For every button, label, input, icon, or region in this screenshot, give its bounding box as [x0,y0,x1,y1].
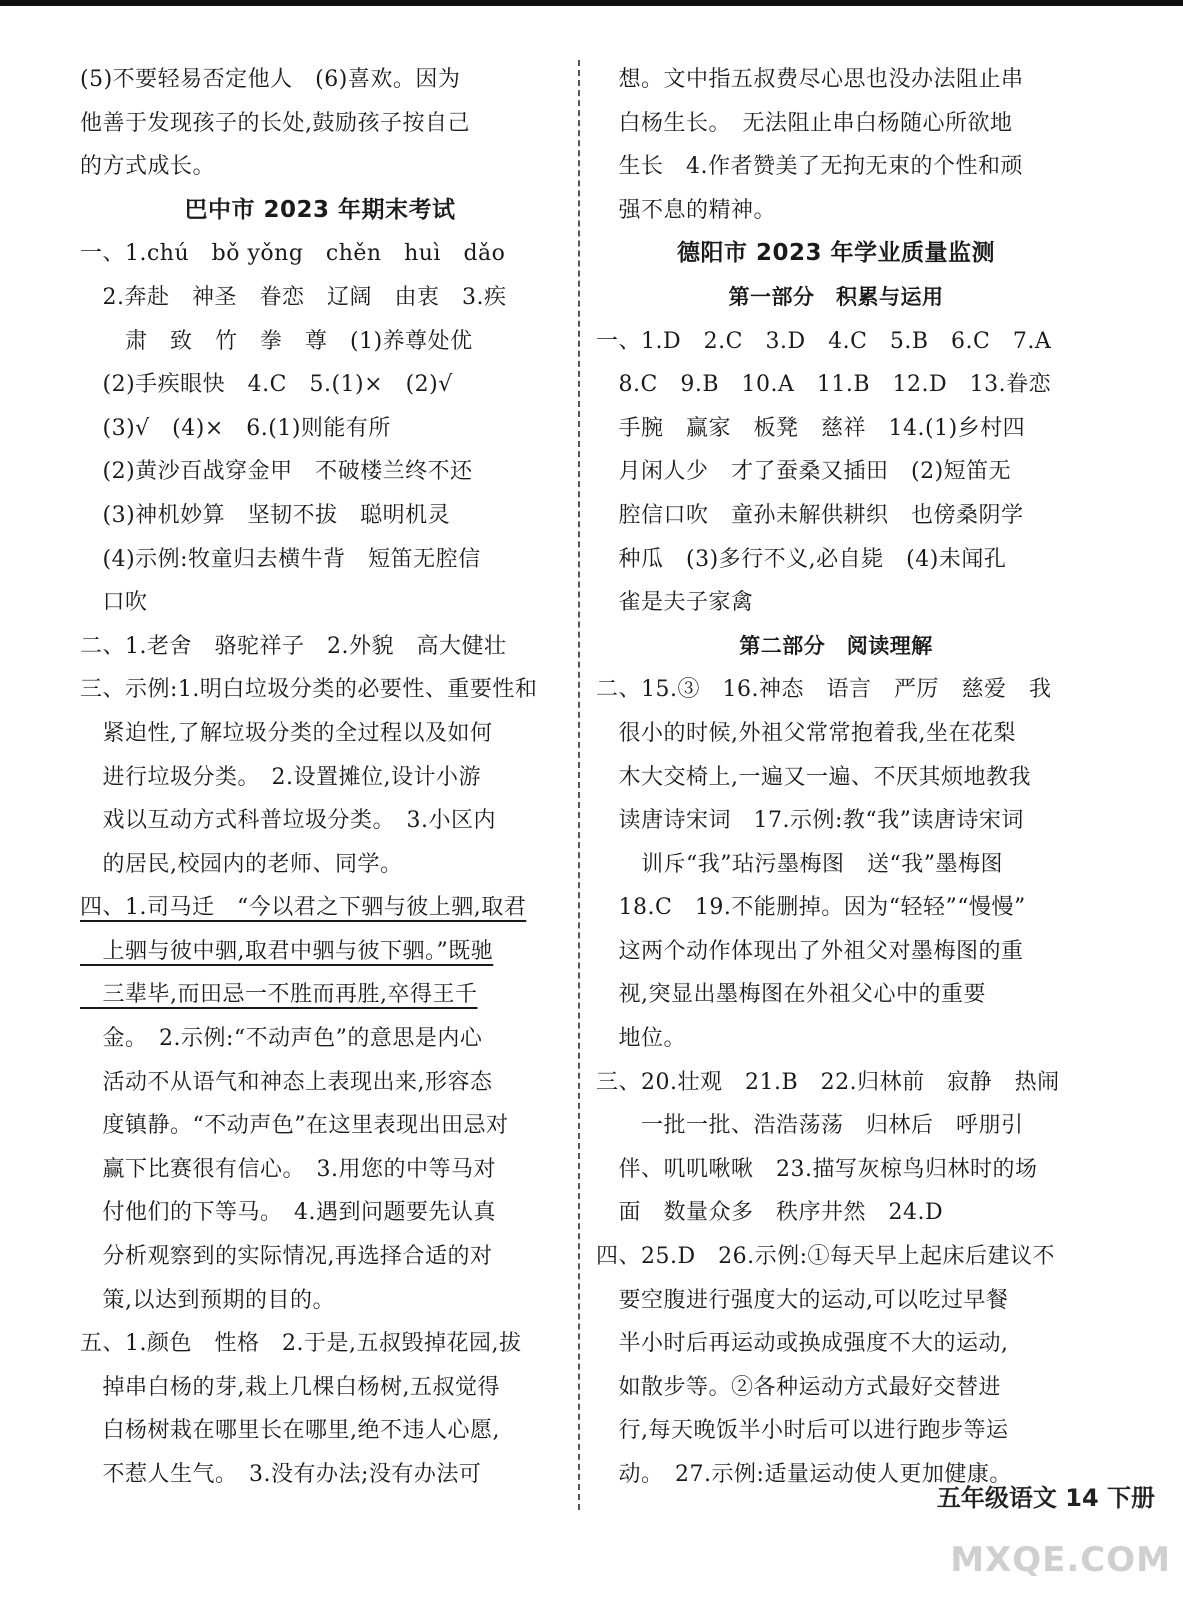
line-text: 地位。 [596,1026,687,1052]
line-text: 的方式成长。 [80,154,216,180]
line-text: 活动不从语气和神态上表现出来,形容态 [80,1069,493,1095]
line-text: 手腕 赢家 板凳 慈祥 14.(1)乡村四 [596,415,1026,441]
line-text: 要空腹进行强度大的运动,可以吃过早餐 [596,1287,1009,1313]
line-text: 如散步等。②各种运动方式最好交替进 [596,1374,1002,1400]
line-text: 三、示例:1.明白垃圾分类的必要性、重要性和 [80,677,538,703]
text-line [80,1279,560,1323]
line-text: 种瓜 (3)多行不义,必自毙 (4)未闻孔 [596,546,1007,572]
line-text: 强不息的精神。 [596,197,777,223]
text-line [596,1366,1076,1410]
text-line [596,1322,1076,1366]
text-line [596,145,1076,189]
line-text: 他善于发现孩子的长处,鼓励孩子按自己 [80,110,470,136]
page-footer: 五年级语文 14 下册 [936,1484,1155,1512]
text-line [80,930,560,974]
line-text: 2.奔赴 神圣 眷恋 辽阔 由衷 3.疾 [80,284,507,310]
line-text: 上驷与彼中驷,取君中驷与彼下驷。”既驰 [80,938,494,964]
text-line [80,799,560,843]
text-line [596,799,1076,843]
line-text: (4)示例:牧童归去横牛背 短笛无腔信 [80,546,481,572]
line-text: 德阳市 2023 年学业质量监测 [676,240,996,267]
text-line [596,886,1076,930]
line-text: 戏以互动方式科普垃圾分类。 3.小区内 [80,808,496,834]
section-heading [596,232,1076,276]
text-line [596,538,1076,582]
text-line [80,756,560,800]
text-line [596,1191,1076,1235]
line-text: 四、1.司马迁 “今以君之下驷与彼上驷,取君 [80,895,527,921]
text-line [80,538,560,582]
line-text: 想。文中指五叔费尽心思也没办法阻止串 [596,67,1024,92]
text-line [80,1235,560,1279]
text-line [596,756,1076,800]
text-line [80,1104,560,1148]
text-line [80,1148,560,1192]
line-text: 木大交椅上,一遍又一遍、不厌其烦地教我 [596,764,1031,790]
line-text: 行,每天晚饭半小时后可以进行跑步等运 [596,1418,1009,1444]
line-text: 分析观察到的实际情况,再选择合适的对 [80,1244,493,1270]
line-text: 金。 2.示例:“不动声色”的意思是内心 [80,1026,483,1052]
line-text: 腔信口吹 童孙未解供耕织 也傍桑阴学 [596,502,1024,528]
text-line [80,581,560,625]
text-line [596,1017,1076,1061]
top-border [0,0,1183,6]
line-text: 白杨树栽在哪里长在哪里,绝不违人心愿, [80,1418,500,1444]
line-text: (2)黄沙百战穿金甲 不破楼兰终不还 [80,459,473,485]
text-line [596,930,1076,974]
section-heading [80,189,560,233]
right-column [596,58,1076,1497]
line-text: 月闲人少 才了蚕桑又插田 (2)短笛无 [596,459,1012,485]
line-text: 训斥“我”玷污墨梅图 送“我”墨梅图 [596,851,1003,877]
line-text: 不惹人生气。 3.没有办法;没有办法可 [80,1462,482,1487]
line-text: (2)手疾眼快 4.C 5.(1)× (2)√ [80,372,453,398]
text-line [80,886,560,930]
line-text: 进行垃圾分类。 2.设置摊位,设计小游 [80,764,481,790]
line-text: 白杨生长。 无法阻止串白杨随心所欲地 [596,110,1013,136]
text-line [80,1061,560,1105]
text-line [596,843,1076,887]
text-line [80,363,560,407]
line-text: 一批一批、浩浩荡荡 归林后 呼朋引 [596,1113,1024,1139]
text-line [596,189,1076,233]
text-line [596,712,1076,756]
line-text: 伴、叽叽啾啾 23.描写灰椋鸟归林时的场 [596,1156,1038,1182]
text-line [80,1322,560,1366]
watermark: MXQE.COM [950,1540,1171,1580]
text-line [80,494,560,538]
text-line [80,1366,560,1410]
line-text: 口吹 [80,590,148,616]
text-line [596,450,1076,494]
line-text: 四、25.D 26.示例:①每天早上起床后建议不 [596,1244,1056,1270]
line-text: 雀是夫子家禽 [596,590,754,616]
text-line [596,1061,1076,1105]
text-line [80,58,560,102]
text-line [596,1409,1076,1453]
line-text: 半小时后再运动或换成强度不大的运动, [596,1331,1009,1357]
line-text: (3)√ (4)× 6.(1)则能有所 [80,415,391,441]
line-text: 生长 4.作者赞美了无拘无束的个性和顽 [596,154,1023,180]
text-line [80,1453,560,1497]
line-text: 这两个动作体现出了外祖父对墨梅图的重 [596,938,1024,964]
text-line [596,581,1076,625]
line-text: 的居民,校园内的老师、同学。 [80,851,403,877]
line-text: 掉串白杨的芽,栽上几棵白杨树,五叔觉得 [80,1374,500,1400]
text-line [80,712,560,756]
line-text: 很小的时候,外祖父常常抱着我,坐在花梨 [596,720,1016,746]
line-text: 18.C 19.不能删掉。因为“轻轻”“慢慢” [596,895,1026,921]
line-text: 面 数量众多 秩序井然 24.D [596,1200,944,1226]
text-line [80,102,560,146]
text-line [596,407,1076,451]
line-text: 三辈毕,而田忌一不胜而再胜,卒得王千 [80,982,478,1008]
line-text: 三、20.壮观 21.B 22.归林前 寂静 热闹 [596,1069,1060,1095]
section-subheading [596,276,1076,320]
line-text: 8.C 9.B 10.A 11.B 12.D 13.眷恋 [596,372,1052,398]
line-text: 动。 27.示例:适量运动使人更加健康。 [596,1462,1012,1487]
text-line [596,58,1076,102]
text-line [596,494,1076,538]
column-divider [578,60,580,1510]
text-line [596,320,1076,364]
text-line [80,407,560,451]
text-line [596,1235,1076,1279]
line-text: 度镇静。“不动声色”在这里表现出田忌对 [80,1113,509,1139]
line-text: 第二部分 阅读理解 [739,633,933,658]
text-line [80,1409,560,1453]
text-line [80,450,560,494]
line-text: 策,以达到预期的目的。 [80,1287,335,1313]
text-line [596,1104,1076,1148]
text-line [80,625,560,669]
section-subheading [596,625,1076,669]
text-line [80,145,560,189]
text-line [80,1191,560,1235]
text-line [80,668,560,712]
line-text: 读唐诗宋词 17.示例:教“我”读唐诗宋词 [596,808,1024,834]
text-line [80,973,560,1017]
line-text: 肃 致 竹 拳 尊 (1)养尊处优 [80,328,473,354]
line-text: 巴中市 2023 年期末考试 [184,196,456,223]
line-text: 一、1.D 2.C 3.D 4.C 5.B 6.C 7.A [596,328,1052,354]
line-text: 二、15.③ 16.神态 语言 严厉 慈爱 我 [596,677,1052,703]
line-text: 第一部分 积累与运用 [728,284,944,309]
text-line [596,668,1076,712]
line-text: 紧迫性,了解垃圾分类的全过程以及如何 [80,720,493,746]
text-line [80,276,560,320]
line-text: 二、1.老舍 骆驼祥子 2.外貌 高大健壮 [80,633,507,659]
text-line [80,843,560,887]
text-line [596,102,1076,146]
text-line [596,973,1076,1017]
line-text: (5)不要轻易否定他人 (6)喜欢。因为 [80,67,461,92]
line-text: (3)神机妙算 坚韧不拔 聪明机灵 [80,502,451,528]
line-text: 赢下比赛很有信心。 3.用您的中等马对 [80,1156,496,1182]
text-line [596,363,1076,407]
line-text: 一、1.chú bǒ yǒng chěn huì dǎo [80,241,506,267]
line-text: 付他们的下等马。 4.遇到问题要先认真 [80,1200,496,1226]
line-text: 五、1.颜色 性格 2.于是,五叔毁掉花园,拔 [80,1331,522,1357]
text-line [80,1017,560,1061]
text-line [80,232,560,276]
text-line [80,320,560,364]
text-line [596,1148,1076,1192]
line-text: 视,突显出墨梅图在外祖父心中的重要 [596,982,986,1008]
left-column [80,58,560,1497]
text-line [596,1279,1076,1323]
